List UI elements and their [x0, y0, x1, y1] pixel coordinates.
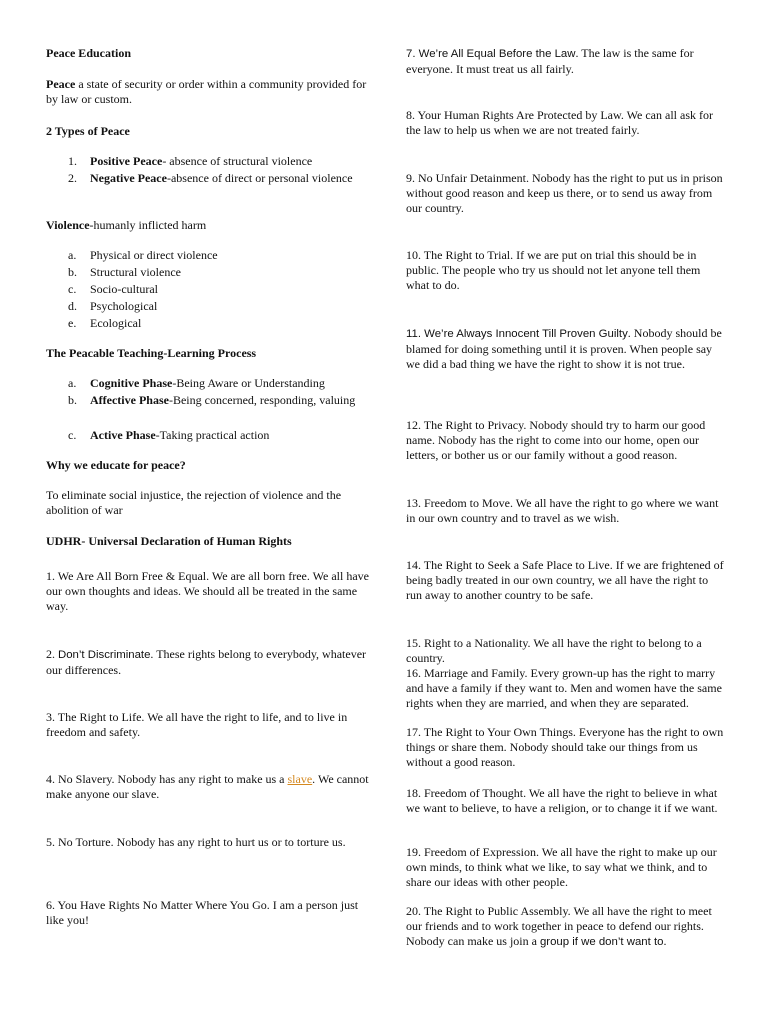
violence-term: Violence [46, 218, 90, 232]
right-5: 5. No Torture. Nobody has any right to hurt us or to torture us. [46, 835, 346, 849]
list-term: Cognitive Phase [90, 376, 173, 390]
list-item [46, 154, 372, 169]
right-15: 15. Right to a Nationality. We all have the right to belong to a country. [406, 636, 702, 665]
list-text: - absence of structural violence [162, 154, 313, 168]
right-7-text: . The law is the same for everyone. It must treat us all fairly. [406, 46, 694, 76]
list-item [46, 299, 372, 314]
list-text: -absence of direct or personal violence [166, 171, 353, 185]
list-item [46, 282, 372, 297]
violence-definition [46, 218, 372, 233]
process-heading: The Peacable Teaching-Learning Process [46, 346, 257, 360]
list-marker: b. [68, 265, 77, 279]
right-1: 1. We Are All Born Free & Equal. We are all born free. We all have our own thoughts and ideas. We should all be treated in the same way. [46, 569, 369, 613]
list-marker: a. [68, 248, 77, 262]
list-term: Negative Peace [90, 171, 167, 185]
list-text: -Taking practical action [155, 428, 270, 442]
right-19: 19. Freedom of Expression. We all have the right to make up our own minds, to think what we like, to say what we think, and to share our ideas with other people. [406, 845, 717, 889]
list-text: -Being Aware or Understanding [172, 376, 325, 390]
right-20-end: . [663, 934, 667, 948]
list-term: Affective Phase [90, 393, 169, 407]
right-20-text: 20. The Right to Public Assembly. We all have the right to meet our friends and to work together in peace to defend our rights. Nobody can make us join a [406, 904, 712, 948]
list-text: Physical or direct violence [90, 248, 218, 262]
right-2-number: 2. [46, 647, 58, 661]
list-item [46, 265, 372, 280]
list-item [46, 376, 372, 391]
right-4-text: 4. No Slavery. Nobody has any right to make us a [46, 772, 288, 786]
right-6: 6. You Have Rights No Matter Where You Go. I am a person just like you! [46, 898, 359, 927]
right-8: 8. Your Human Rights Are Protected by Law. We can all ask for the law to help us when we are not treated fairly. [406, 108, 713, 137]
right-11-text: . Nobody should be blamed for doing something until it is proven. When people say we did a bad thing we have the right to show it is not true. [406, 326, 722, 371]
list-term: Positive Peace [90, 154, 163, 168]
list-item [46, 171, 372, 186]
right-7-title: 7. We’re All Equal Before the Law [406, 48, 576, 60]
right-3: 3. The Right to Life. We all have the right to life, and to live in freedom and safety. [46, 710, 348, 739]
peace-definition-text: a state of security or order within a community provided for by law or custom. [46, 77, 367, 106]
slave-link[interactable]: slave [287, 772, 313, 786]
list-item [46, 248, 372, 263]
list-marker: b. [68, 393, 77, 407]
peace-term: Peace [46, 77, 76, 91]
peace-definition [46, 77, 372, 107]
list-marker: 1. [68, 154, 77, 168]
right-11 [406, 326, 724, 372]
list-marker: 2. [68, 171, 77, 185]
right-2 [46, 647, 372, 678]
list-marker: c. [68, 428, 77, 442]
list-item [46, 393, 372, 408]
right-13: 13. Freedom to Move. We all have the right to go where we want in our own country and to travel as we wish. [406, 496, 719, 525]
right-10: 10. The Right to Trial. If we are put on trial this should be in public. The people who try us should not let anyone tell them what to do. [406, 248, 701, 292]
list-text: Psychological [90, 299, 158, 313]
list-marker: e. [68, 316, 77, 330]
right-18: 18. Freedom of Thought. We all have the right to believe in what we want to believe, to have a religion, or to change it if we want. [406, 786, 718, 815]
right-9: 9. No Unfair Detainment. Nobody has the right to put us in prison without good reason and keep us there, or to send us away from our country. [406, 171, 723, 215]
right-12: 12. The Right to Privacy. Nobody should try to harm our good name. Nobody has the right to come into our home, open our letters, or bother us or our family without a good reason. [406, 418, 706, 462]
right-17: 17. The Right to Your Own Things. Everyone has the right to own things or share them. Nobody should take our things from us without a good reason. [406, 725, 724, 769]
why-text: To eliminate social injustice, the rejection of violence and the abolition of war [46, 488, 342, 517]
list-item [46, 316, 372, 331]
list-text: -Being concerned, responding, valuing [168, 393, 356, 407]
list-marker: d. [68, 299, 77, 313]
udhr-heading: UDHR- Universal Declaration of Human Rights [46, 534, 292, 548]
violence-definition-text: -humanly inflicted harm [89, 218, 207, 232]
list-text: Ecological [90, 316, 142, 330]
list-item [46, 428, 372, 443]
right-2-text: . These rights belong to everybody, whatever our differences. [46, 647, 367, 677]
right-4 [46, 772, 372, 802]
list-text: Structural violence [90, 265, 181, 279]
document-title: Peace Education [46, 46, 131, 60]
right-2-title: Don’t Discriminate [58, 649, 151, 661]
right-20 [406, 904, 724, 950]
right-7 [406, 46, 724, 77]
right-16: 16. Marriage and Family. Every grown-up has the right to marry and have a family if they want to. Men and women have the same rights when they are married, and when they are separated. [406, 666, 722, 710]
list-marker: a. [68, 376, 77, 390]
right-4-text-end: . We cannot make anyone our slave. [46, 772, 369, 801]
types-of-peace-heading: 2 Types of Peace [46, 124, 130, 138]
list-text: Socio-cultural [90, 282, 158, 296]
list-term: Active Phase [90, 428, 156, 442]
list-marker: c. [68, 282, 77, 296]
why-heading: Why we educate for peace? [46, 458, 186, 472]
right-11-title: 11. We’re Always Innocent Till Proven Guilty [406, 328, 628, 340]
right-20-emphasis: group if we don’t want to [539, 936, 664, 948]
right-14: 14. The Right to Seek a Safe Place to Live. If we are frightened of being badly treated in our own country, we all have the right to run away to another country to be safe. [406, 558, 724, 602]
